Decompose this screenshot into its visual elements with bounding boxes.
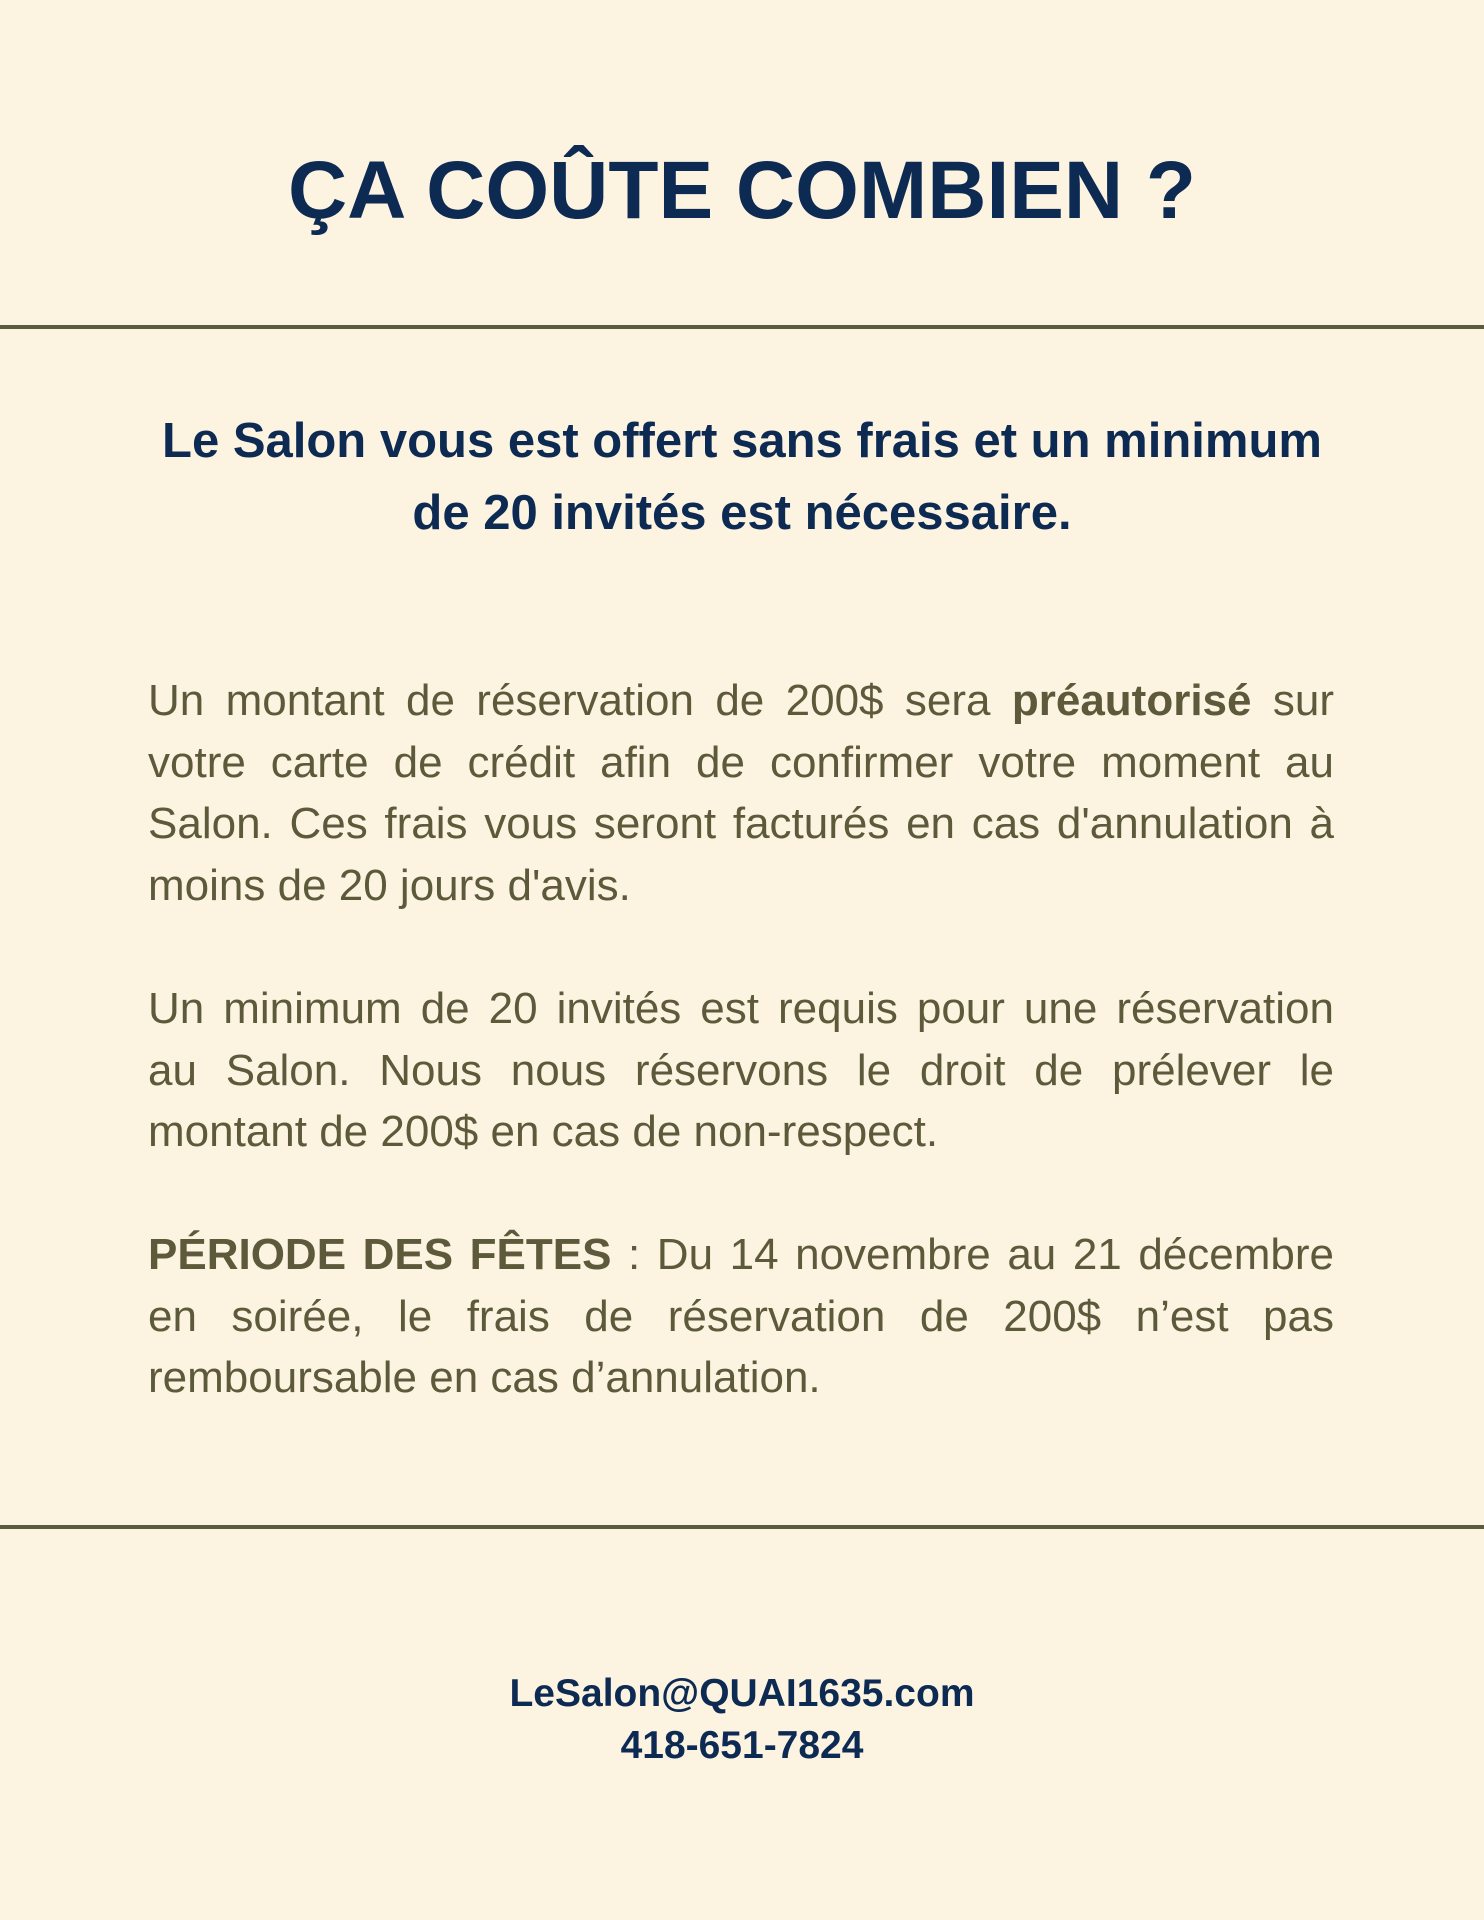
paragraph-deposit xyxy=(148,670,1334,916)
holiday-period-label: PÉRIODE DES FÊTES xyxy=(148,1230,612,1279)
top-divider xyxy=(0,325,1484,329)
contact-phone[interactable]: 418-651-7824 xyxy=(620,1724,864,1767)
paragraph-deposit-rest: sur votre carte de crédit afin de confirmer votre moment au Salon. Ces frais vous seront facturés en cas d'annulation à moins de 20 jours d'avis. xyxy=(148,676,1334,910)
paragraph-deposit-emphasis: préautorisé xyxy=(1011,676,1252,725)
page-title: ÇA COÛTE COMBIEN ? xyxy=(287,145,1197,236)
holiday-period-text: : Du 14 novembre au 21 décembre en soirée, le frais de réservation de 200$ n’est pas remboursable en cas d’annulation. xyxy=(148,1230,1334,1402)
subtitle: Le Salon vous est offert sans frais et un minimum de 20 invités est nécessaire. xyxy=(162,414,1322,540)
paragraph-deposit-lead: Un montant de réservation de 200$ sera xyxy=(148,676,1012,725)
contact-email[interactable]: LeSalon@QUAI1635.com xyxy=(509,1672,975,1715)
paragraph-minimum-guests: Un minimum de 20 invités est requis pour une réservation au Salon. Nous nous réservons le droit de prélever le montant de 200$ en cas de non-respect. xyxy=(148,984,1334,1156)
bottom-divider xyxy=(0,1525,1484,1529)
contact-footer xyxy=(0,1668,1484,1772)
paragraph-holiday-period xyxy=(148,1224,1334,1409)
